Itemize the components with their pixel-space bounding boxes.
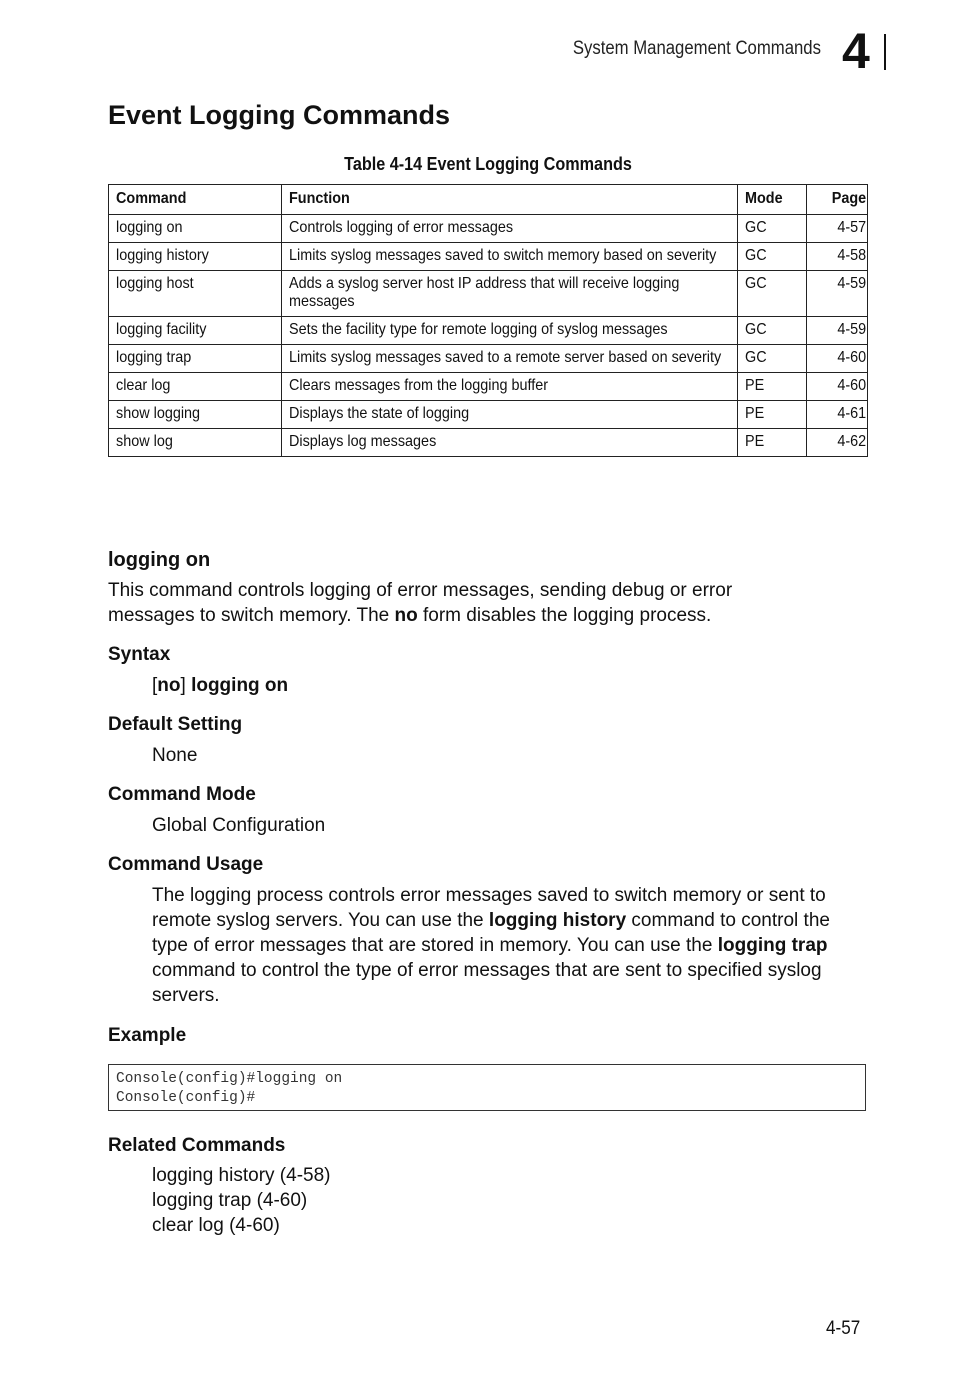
command-mode-value: Global Configuration (152, 815, 326, 836)
table-caption: Table 4-14 Event Logging Commands (344, 154, 632, 174)
syntax-keyword-no: no (157, 675, 181, 696)
column-header-function: Function (282, 185, 738, 215)
command-cell: logging facility (109, 317, 282, 345)
example-line: Console(config)#logging on (116, 1071, 343, 1087)
page-cell: 4-61 (807, 401, 868, 429)
chapter-number: 4 (842, 23, 870, 79)
column-header-page: Page (807, 185, 868, 215)
function-cell: Adds a syslog server host IP address that will receive logging messages (282, 271, 738, 317)
command-cell: logging history (109, 243, 282, 271)
mode-cell: PE (738, 429, 807, 457)
description-keyword-no: no (394, 605, 418, 626)
function-cell: Controls logging of error messages (282, 215, 738, 243)
example-code-box (108, 1064, 866, 1111)
usage-text-2: command to control the type of error messages that are stored in memory. You can use the (152, 910, 830, 956)
page-cell: 4-58 (807, 243, 868, 271)
chapter-tab (842, 23, 886, 79)
page-cell: 4-57 (807, 215, 868, 243)
syntax-bracket-open: [ (152, 675, 158, 696)
default-setting-heading: Default Setting (108, 714, 243, 735)
usage-keyword-logging-history: logging history (488, 910, 627, 931)
running-header: System Management Commands (572, 38, 821, 59)
table-row (109, 215, 868, 243)
related-commands-heading: Related Commands (108, 1135, 286, 1156)
command-cell: logging on (109, 215, 282, 243)
example-line: Console(config)# (116, 1090, 256, 1106)
command-cell: clear log (109, 373, 282, 401)
table-row (109, 429, 868, 457)
page-cell: 4-62 (807, 429, 868, 457)
table-row (109, 345, 868, 373)
command-mode-heading: Command Mode (108, 784, 256, 805)
related-command: logging history (4-58) (152, 1165, 331, 1186)
column-header-command: Command (109, 185, 282, 215)
usage-text-3: command to control the type of error messages that are sent to specified syslog servers. (152, 960, 822, 1006)
mode-cell: PE (738, 373, 807, 401)
event-logging-commands-table (108, 184, 868, 457)
chapter-tab-rule (884, 34, 886, 70)
page-cell: 4-60 (807, 345, 868, 373)
command-usage-text (152, 883, 864, 1008)
function-cell: Clears messages from the logging buffer (282, 373, 738, 401)
command-heading: logging on (108, 549, 211, 571)
command-usage-heading: Command Usage (108, 854, 264, 875)
table-row (109, 317, 868, 345)
section-title: Event Logging Commands (108, 100, 451, 130)
command-cell: show log (109, 429, 282, 457)
related-command: logging trap (4-60) (152, 1190, 308, 1211)
example-code (109, 1065, 865, 1113)
command-description (108, 578, 808, 628)
mode-cell: GC (738, 243, 807, 271)
mode-cell: GC (738, 317, 807, 345)
mode-cell: PE (738, 401, 807, 429)
table-row (109, 401, 868, 429)
description-text-end: form disables the logging process. (417, 605, 712, 626)
function-cell: Displays the state of logging (282, 401, 738, 429)
default-setting-value: None (152, 745, 198, 766)
page-cell: 4-59 (807, 317, 868, 345)
mode-cell: GC (738, 345, 807, 373)
example-heading: Example (108, 1025, 187, 1046)
syntax-line (152, 673, 288, 698)
command-cell: logging host (109, 271, 282, 317)
command-cell: show logging (109, 401, 282, 429)
command-cell: logging trap (109, 345, 282, 373)
syntax-command: logging on (191, 675, 289, 696)
syntax-heading: Syntax (108, 644, 171, 665)
description-text: This command controls logging of error messages, sending debug or error messages to switch memory. The (108, 580, 733, 626)
table-row (109, 271, 868, 317)
related-command: clear log (4-60) (152, 1215, 280, 1236)
function-cell: Limits syslog messages saved to switch memory based on severity (282, 243, 738, 271)
function-cell: Sets the facility type for remote logging of syslog messages (282, 317, 738, 345)
page-cell: 4-59 (807, 271, 868, 317)
table-row (109, 373, 868, 401)
usage-text-1: The logging process controls error messages saved to switch memory or sent to remote syslog servers. You can use the (152, 885, 826, 931)
function-cell: Limits syslog messages saved to a remote server based on severity (282, 345, 738, 373)
column-header-mode: Mode (738, 185, 807, 215)
table-row (109, 243, 868, 271)
page-number: 4-57 (826, 1318, 861, 1339)
syntax-bracket-close: ] (180, 675, 192, 696)
table-header-row (109, 185, 868, 215)
mode-cell: GC (738, 215, 807, 243)
page-cell: 4-60 (807, 373, 868, 401)
usage-keyword-logging-trap: logging trap (717, 935, 828, 956)
function-cell: Displays log messages (282, 429, 738, 457)
mode-cell: GC (738, 271, 807, 317)
